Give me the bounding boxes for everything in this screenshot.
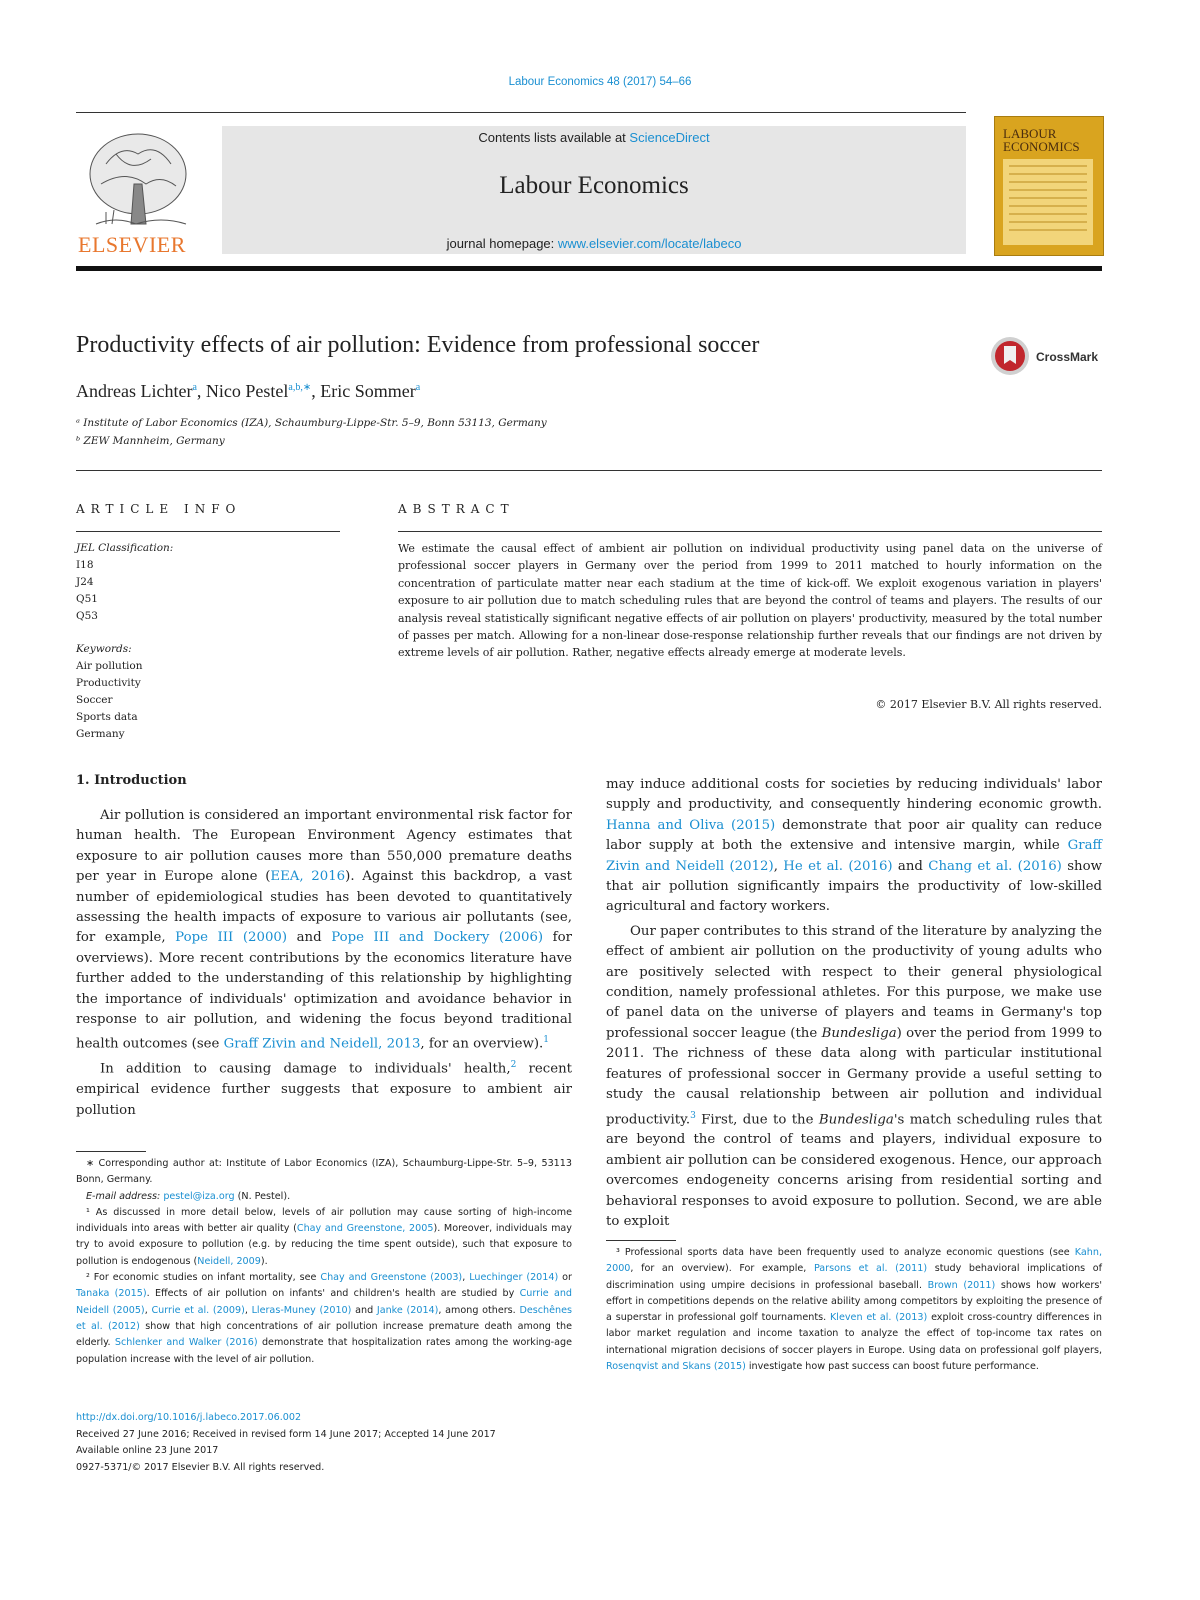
doi-link[interactable]: http://dx.doi.org/10.1016/j.labeco.2017.06.002: [76, 1412, 302, 1423]
paragraph: [606, 922, 1102, 1233]
text-run: exploit cross-country differences in labor market regulation and income taxation to analyze the effect of top-income tax rates on international migration decisions of soccer players in Europe. Using data on professional golf players,: [606, 1312, 1103, 1356]
footnote-3: [606, 1245, 1102, 1375]
citation-link[interactable]: Kahn, 2000: [606, 1247, 1102, 1275]
text-run: . Effects of air pollution on infants' and children's health are studied by: [146, 1288, 520, 1300]
text-run: and: [892, 858, 929, 874]
text-run: 's match scheduling rules that are beyond the control of teams and players, individual exposure to ambient air pollution can be considered exogenous. Hence, our approach overcomes endogeneity concerns arising from residential sorting and behavioral responses to avoid exposure to pollution. Second, we are able to exploit: [606, 1111, 1102, 1229]
sciencedirect-link[interactable]: ScienceDirect: [629, 130, 710, 145]
citation-link[interactable]: Tanaka (2015): [76, 1288, 147, 1300]
section-heading-introduction: 1. Introduction: [76, 773, 187, 788]
keyword: Air pollution: [76, 660, 143, 672]
citation-link[interactable]: Chang et al. (2016): [928, 858, 1062, 874]
jel-code: Q53: [76, 610, 98, 622]
citation-link[interactable]: Chay and Greenstone, 2005: [296, 1223, 434, 1235]
paragraph: [606, 775, 1102, 918]
cover-contents: [1003, 159, 1093, 245]
text-run: show that high concentrations of air pollution increase premature death among the elderly.: [76, 1320, 572, 1349]
citation-link[interactable]: Hanna and Oliva (2015): [606, 817, 776, 833]
footnote-2: [76, 1270, 572, 1368]
contents-prefix: Contents lists available at: [478, 130, 630, 145]
footnote-marker[interactable]: 2: [510, 1060, 517, 1071]
text-run: ³ Professional sports data have been frequently used to analyze economic questions (see: [616, 1247, 1075, 1258]
citation-link[interactable]: Janke (2014): [376, 1304, 439, 1316]
text-run: and: [351, 1304, 377, 1316]
footnote-marker[interactable]: 1: [543, 1035, 550, 1046]
article-info-heading: ARTICLE INFO: [76, 502, 242, 516]
author-list: Andreas Lichter$^a$, Nico Pestel$^{a,b,∗}$, Eric Sommer$^a$: [76, 381, 421, 401]
text-run: for overviews). More recent contributions by the economics literature have further added to the understanding of this relationship by highlighting the importance of individuals' optimization and avoidance behavior in response to air pollution, and widening the focus beyond traditional health outcomes (see: [76, 930, 572, 1052]
text-run: shows how workers' effort in competitions depends on the relative ability among competitors by exploiting the presence of a superstar in professional golf tournaments.: [606, 1279, 1102, 1324]
article-metadata: [76, 1410, 576, 1476]
citation-link[interactable]: Schlenker and Walker (2016): [114, 1337, 258, 1349]
citation-link[interactable]: Parsons et al. (2011): [813, 1263, 928, 1275]
jel-code: Q51: [76, 593, 98, 605]
citation-link[interactable]: Currie and Neidell (2005): [76, 1288, 573, 1316]
jel-code: J24: [76, 576, 94, 588]
email-label: E-mail address:: [86, 1190, 164, 1202]
text-run: ,: [144, 1304, 152, 1316]
header-rule: [76, 112, 966, 113]
citation-link[interactable]: Pope III and Dockery (2006): [331, 930, 544, 946]
author-name[interactable]: Nico Pestel: [205, 381, 289, 401]
text-run: study behavioral implications of discrimination using umpire decisions in professional baseball.: [606, 1263, 1103, 1291]
text-run: recent empirical evidence further suggests that exposure to ambient air pollution: [76, 1061, 572, 1118]
footnote-corresponding: ∗ Corresponding author at: Institute of Labor Economics (IZA), Schaumburg-Lippe-Str. 5–9, 53113 Bonn, Germany.: [76, 1158, 572, 1186]
text-run: ) over the period from 1999 to 2011. The richness of these data along with particular institutional features of professional soccer in Germany provide a useful setting to study the causal relationship between air pollution and individual productivity.: [606, 1025, 1102, 1127]
cover-title: LABOUR ECONOMICS: [1003, 126, 1080, 154]
citation-link[interactable]: Graff Zivin and Neidell, 2013: [223, 1036, 421, 1052]
jel-code: I18: [76, 559, 94, 571]
paragraph: [76, 806, 572, 1055]
text-run: or: [558, 1272, 572, 1284]
journal-name: Labour Economics: [499, 172, 689, 199]
paragraph: [76, 1055, 572, 1121]
text-run: Our paper contributes to this strand of the literature by analyzing the effect of ambient air pollution on the productivity of young adults who are positively selected with respect to their general physiological condition, namely professional athletes. For this purpose, we make use of panel data on the universe of players and teams in Germany's top professional soccer league (the: [606, 923, 1102, 1041]
text-run: and: [287, 930, 332, 946]
citation-link[interactable]: Luechinger (2014): [469, 1272, 559, 1284]
citation-link[interactable]: Pope III (2000): [175, 930, 288, 946]
text-run: Air pollution is considered an important environmental risk factor for human health. The European Environment Agency estimates that exposure to air pollution causes more than 550,000 premature deaths per year in Europe alone (: [76, 808, 572, 885]
issn-copyright: 0927-5371/© 2017 Elsevier B.V. All rights reserved.: [76, 1461, 325, 1473]
text-run: ).: [260, 1255, 268, 1267]
text-run: ). Against this backdrop, a vast number of epidemiological studies has been devoted to quantitatively assessing the health impacts of exposure to various air pollutants (see, for example,: [76, 869, 573, 946]
citation-link[interactable]: Neidell, 2009: [197, 1255, 261, 1267]
available-online: Available online 23 June 2017: [76, 1445, 219, 1456]
article-title: Productivity effects of air pollution: Evidence from professional soccer: [76, 332, 760, 358]
author-name[interactable]: Eric Sommer: [320, 381, 416, 401]
keywords-label: Keywords:: [76, 643, 132, 655]
author-affil-mark[interactable]: a: [192, 382, 197, 393]
thick-rule: [76, 266, 1102, 271]
text-run: ,: [244, 1304, 252, 1316]
text-run: ,: [773, 858, 784, 874]
text-run: show that air pollution significantly impairs the productivity of low-skilled agricultural and factory workers.: [606, 858, 1102, 915]
citation-link[interactable]: EEA, 2016: [270, 869, 346, 885]
citation-link[interactable]: Kleven et al. (2013): [830, 1312, 928, 1324]
citation-link[interactable]: Rosenqvist and Skans (2015): [606, 1361, 746, 1373]
article-info-rule: [76, 531, 340, 532]
citation-link[interactable]: Deschênes et al. (2012): [76, 1304, 572, 1332]
email-link[interactable]: pestel@iza.org: [163, 1190, 235, 1202]
citation-link[interactable]: Lleras-Muney (2010): [251, 1304, 352, 1316]
italic-term: Bundesliga: [818, 1111, 894, 1127]
body-column-left: [76, 806, 572, 1121]
citation-link[interactable]: Currie et al. (2009): [151, 1304, 245, 1316]
footnote-1: [76, 1205, 572, 1270]
keyword: Sports data: [76, 711, 138, 723]
text-run: investigate how past success can boost future performance.: [745, 1361, 1039, 1373]
affiliation-b: ᵇ ZEW Mannheim, Germany: [76, 435, 225, 447]
text-run: , for an overview).: [420, 1036, 544, 1052]
author-affil-mark[interactable]: a,b,∗: [288, 382, 312, 393]
citation-link[interactable]: Brown (2011): [927, 1279, 996, 1291]
received-dates: Received 27 June 2016; Received in revised form 14 June 2017; Accepted 14 June 2017: [76, 1428, 496, 1440]
italic-term: Bundesliga: [821, 1025, 897, 1041]
section-rule: [76, 470, 1102, 471]
abstract-heading: ABSTRACT: [398, 502, 515, 516]
keyword: Soccer: [76, 694, 113, 706]
text-run: In addition to causing damage to individuals' health,: [100, 1061, 511, 1077]
affiliation-a: ᵃ Institute of Labor Economics (IZA), Schaumburg-Lippe-Str. 5–9, Bonn 53113, Germany: [76, 417, 547, 429]
footnotes-right: [606, 1240, 1102, 1375]
text-run: ² For economic studies on infant mortality, see: [86, 1272, 321, 1284]
text-run: , for an overview). For example,: [630, 1263, 814, 1275]
citation-link[interactable]: He et al. (2016): [783, 858, 893, 874]
citation-link[interactable]: Chay and Greenstone (2003): [320, 1272, 463, 1284]
journal-citation[interactable]: Labour Economics 48 (2017) 54–66: [508, 76, 692, 88]
footnote-rule: [606, 1240, 676, 1241]
text-run: First, due to the: [695, 1111, 819, 1127]
text-run: ,: [462, 1272, 470, 1284]
author-name[interactable]: Andreas Lichter: [76, 381, 193, 401]
footnote-email: [76, 1189, 572, 1205]
footnote-marker[interactable]: 3: [690, 1110, 696, 1121]
elsevier-wordmark: ELSEVIER: [78, 232, 186, 257]
article-info-panel: [76, 540, 341, 743]
journal-cover-thumbnail[interactable]: [994, 116, 1104, 256]
text-run: demonstrate that hospitalization rates among the working-age population increase with the level of air pollution.: [76, 1337, 573, 1365]
keyword: Productivity: [76, 677, 141, 689]
jel-label: JEL Classification:: [76, 542, 174, 554]
contents-line: [222, 130, 966, 145]
text-run: demonstrate that poor air quality can reduce labor supply at both the extensive and intensive margin, while: [606, 817, 1102, 854]
footnotes-left: [76, 1151, 572, 1368]
body-column-right: [606, 775, 1102, 1232]
crossmark-icon[interactable]: [990, 336, 1030, 376]
abstract-copyright: © 2017 Elsevier B.V. All rights reserved.: [875, 698, 1102, 711]
keyword: Germany: [76, 728, 125, 740]
text-run: (N. Pestel).: [234, 1190, 291, 1202]
citation-link[interactable]: Graff Zivin and Neidell (2012): [606, 838, 1102, 874]
abstract-text: We estimate the causal effect of ambient air pollution on individual productivity using panel data on the universe of professional soccer players in Germany over the period from 1999 to 2011 matched to hourly information on the concentration of particulate matter near each stadium at the time of kick-off. We exploit exogenous variation in players' exposure to air pollution due to match scheduling rules that are beyond the control of teams and players. The results of our analysis reveal statistically significant negative effects of air pollution on players' productivity, measured by the total number of passes per match. Allowing for a non-linear dose-response relationship further reveals that our findings are not driven by extreme levels of air pollution. Rather, negative effects already emerge at moderate levels.: [398, 542, 1102, 660]
abstract-rule: [398, 531, 1102, 532]
author-affil-mark[interactable]: a: [415, 382, 421, 393]
text-run: , among others.: [438, 1304, 520, 1316]
text-run: ). Moreover, individuals may try to avoid exposure to pollution (e.g. by reducing the time spent outside), such that exposure to pollution is endogenous (: [76, 1223, 572, 1267]
homepage-link[interactable]: www.elsevier.com/locate/labeco: [557, 236, 742, 251]
homepage-line: [222, 236, 966, 251]
text-run: ¹ As discussed in more detail below, levels of air pollution may cause sorting of high-income individuals into areas with better air quality (: [76, 1206, 572, 1235]
homepage-prefix: journal homepage:: [446, 236, 558, 251]
footnote-rule: [76, 1151, 146, 1152]
text-run: may induce additional costs for societies by reducing individuals' labor supply and productivity, and consequently hindering economic growth.: [606, 777, 1102, 813]
crossmark-label[interactable]: CrossMark: [1036, 350, 1099, 364]
